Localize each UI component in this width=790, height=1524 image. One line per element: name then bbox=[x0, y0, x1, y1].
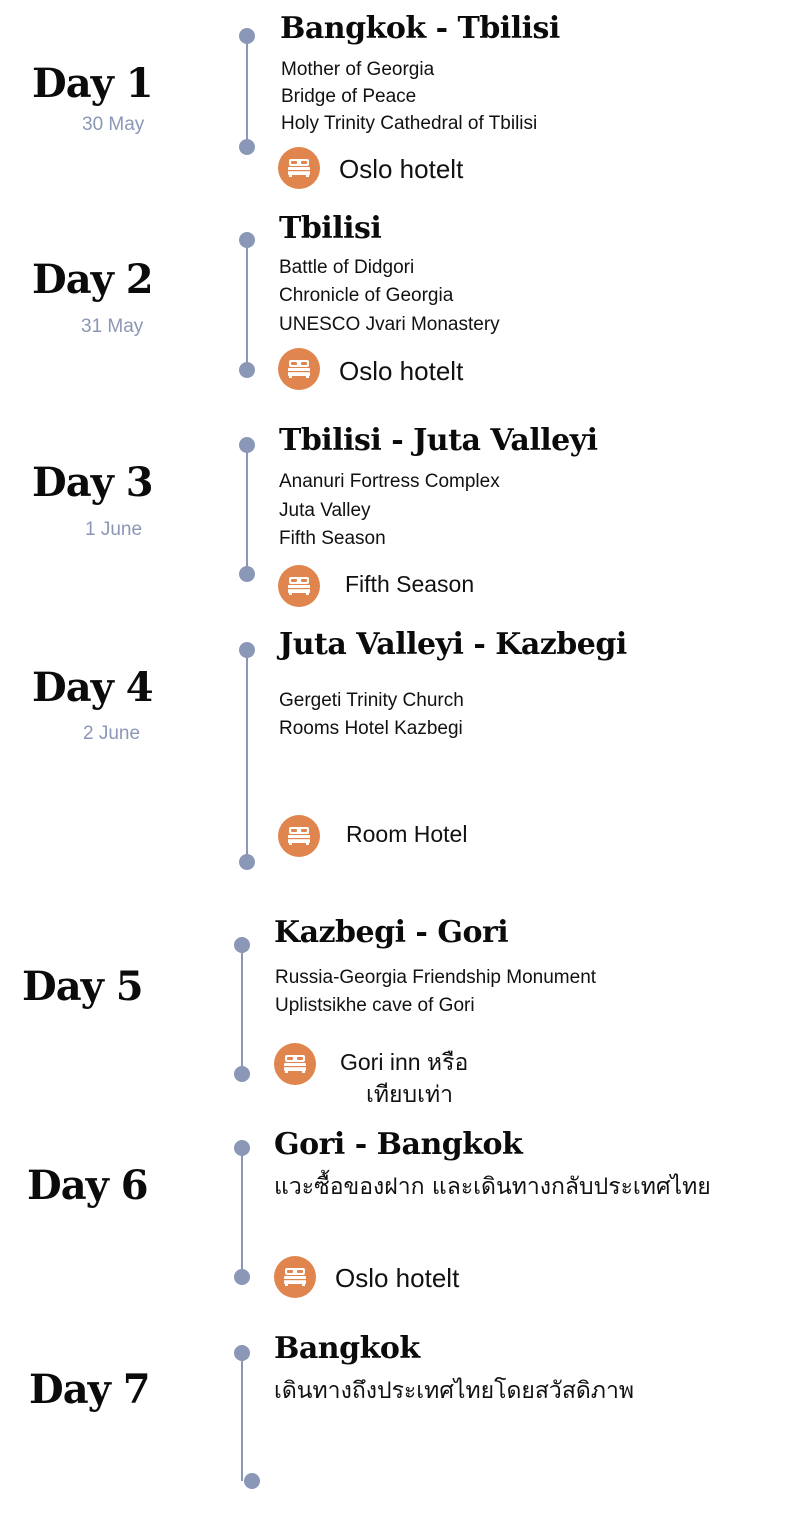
timeline-dot bbox=[239, 437, 255, 453]
hotel-name: Oslo hotelt bbox=[339, 356, 464, 386]
place-item: Gergeti Trinity Church bbox=[279, 690, 464, 711]
day-note: เดินทางถึงประเทศไทยโดยสวัสดิภาพ bbox=[274, 1378, 635, 1404]
timeline-line bbox=[246, 36, 248, 148]
hotel-bed-icon bbox=[278, 348, 320, 390]
day-label: Day 6 bbox=[27, 1162, 148, 1209]
place-item: Chronicle of Georgia bbox=[279, 285, 454, 306]
timeline-dot bbox=[239, 232, 255, 248]
place-item: Holy Trinity Cathedral of Tbilisi bbox=[281, 113, 538, 134]
timeline-dot bbox=[234, 1140, 250, 1156]
timeline-line bbox=[241, 945, 243, 1075]
day-label: Day 7 bbox=[29, 1366, 150, 1413]
day-label: Day 3 bbox=[32, 459, 153, 506]
place-item: Ananuri Fortress Complex bbox=[279, 471, 500, 492]
timeline-line bbox=[241, 1148, 243, 1277]
place-item: Mother of Georgia bbox=[281, 59, 435, 80]
day-date: 1 June bbox=[85, 519, 143, 540]
day-date: 31 May bbox=[81, 316, 144, 337]
day-route-title: Kazbegi - Gori bbox=[274, 915, 509, 950]
day-route-title: Gori - Bangkok bbox=[274, 1127, 523, 1162]
place-item: Uplistsikhe cave of Gori bbox=[275, 995, 475, 1016]
day-route-title: Tbilisi bbox=[279, 211, 382, 246]
timeline-dot bbox=[239, 854, 255, 870]
hotel-name: Fifth Season bbox=[345, 571, 475, 597]
hotel-bed-icon bbox=[278, 147, 320, 189]
day-label: Day 1 bbox=[32, 60, 153, 107]
day-label: Day 4 bbox=[32, 664, 153, 711]
day-route-title: Tbilisi - Juta Valleyi bbox=[279, 423, 598, 458]
hotel-bed-icon bbox=[278, 565, 320, 607]
timeline-line bbox=[246, 650, 248, 862]
hotel-bed-icon bbox=[274, 1043, 316, 1085]
day-date: 2 June bbox=[83, 723, 141, 744]
timeline-dot bbox=[239, 362, 255, 378]
day-label: Day 5 bbox=[22, 963, 143, 1010]
place-item: Juta Valley bbox=[279, 500, 371, 521]
timeline-dot bbox=[234, 1269, 250, 1285]
timeline-dot bbox=[234, 1066, 250, 1082]
hotel-name: Oslo hotelt bbox=[339, 154, 464, 184]
day-route-title: Bangkok - Tbilisi bbox=[280, 11, 560, 46]
day-date: 30 May bbox=[82, 114, 145, 135]
timeline-dot bbox=[234, 1345, 250, 1361]
place-item: UNESCO Jvari Monastery bbox=[279, 314, 500, 335]
hotel-name: Room Hotel bbox=[346, 821, 468, 847]
timeline-dot bbox=[239, 566, 255, 582]
hotel-bed-icon bbox=[274, 1256, 316, 1298]
hotel-name-cont: เทียบเท่า bbox=[366, 1081, 454, 1107]
timeline-line bbox=[246, 240, 248, 370]
timeline-dot bbox=[239, 139, 255, 155]
place-item: Bridge of Peace bbox=[281, 86, 417, 107]
day-note: แวะซื้อของฝาก และเดินทางกลับประเทศไทย bbox=[274, 1174, 711, 1200]
timeline-dot bbox=[239, 28, 255, 44]
day-label: Day 2 bbox=[32, 256, 153, 303]
place-item: Fifth Season bbox=[279, 528, 386, 549]
timeline-line bbox=[241, 1353, 243, 1481]
timeline-dot bbox=[244, 1473, 260, 1489]
hotel-bed-icon bbox=[278, 815, 320, 857]
place-item: Rooms Hotel Kazbegi bbox=[279, 718, 463, 739]
place-item: Battle of Didgori bbox=[279, 257, 415, 278]
day-route-title: Bangkok bbox=[274, 1331, 420, 1366]
hotel-name: Oslo hotelt bbox=[335, 1263, 460, 1293]
timeline-dot bbox=[239, 642, 255, 658]
day-route-title: Juta Valleyi - Kazbegi bbox=[279, 627, 627, 662]
hotel-name: Gori inn หรือ bbox=[340, 1049, 469, 1075]
timeline-line bbox=[246, 445, 248, 574]
place-item: Russia-Georgia Friendship Monument bbox=[275, 967, 597, 988]
timeline-dot bbox=[234, 937, 250, 953]
